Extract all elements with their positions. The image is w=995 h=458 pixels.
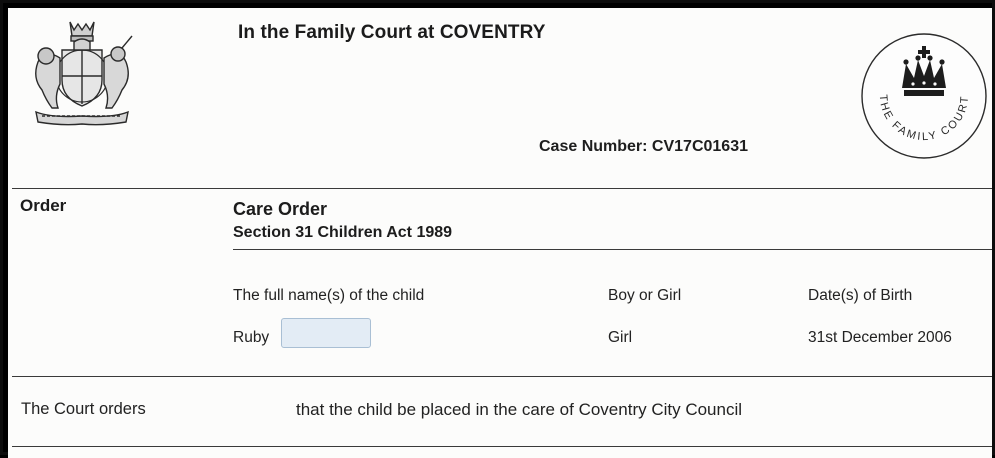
divider-section: [233, 249, 992, 250]
family-court-seal-icon: [858, 30, 990, 162]
redacted-surname: [281, 318, 371, 348]
divider-middle: [12, 376, 992, 377]
court-order-page: [8, 8, 992, 458]
court-title: In the Family Court at COVENTRY: [238, 22, 546, 43]
seal-text: THE FAMILY COURT: [876, 94, 972, 144]
divider-top: [12, 188, 992, 189]
royal-coat-of-arms-icon: [22, 18, 140, 126]
order-label: Order: [20, 196, 67, 215]
court-orders-label: The Court orders: [21, 400, 146, 418]
order-section: Section 31 Children Act 1989: [233, 224, 453, 241]
header-date-of-birth: Date(s) of Birth: [808, 287, 913, 304]
divider-bottom: [12, 446, 992, 447]
child-sex: Girl: [608, 329, 633, 346]
case-number: Case Number: CV17C01631: [539, 138, 748, 155]
header-boy-or-girl: Boy or Girl: [608, 287, 682, 304]
child-date-of-birth: 31st December 2006: [808, 329, 952, 346]
order-title: Care Order: [233, 199, 328, 219]
header-child-name: The full name(s) of the child: [233, 287, 425, 304]
child-first-name: Ruby: [233, 329, 270, 346]
court-orders-text: that the child be placed in the care of Coventry City Council: [296, 400, 743, 419]
